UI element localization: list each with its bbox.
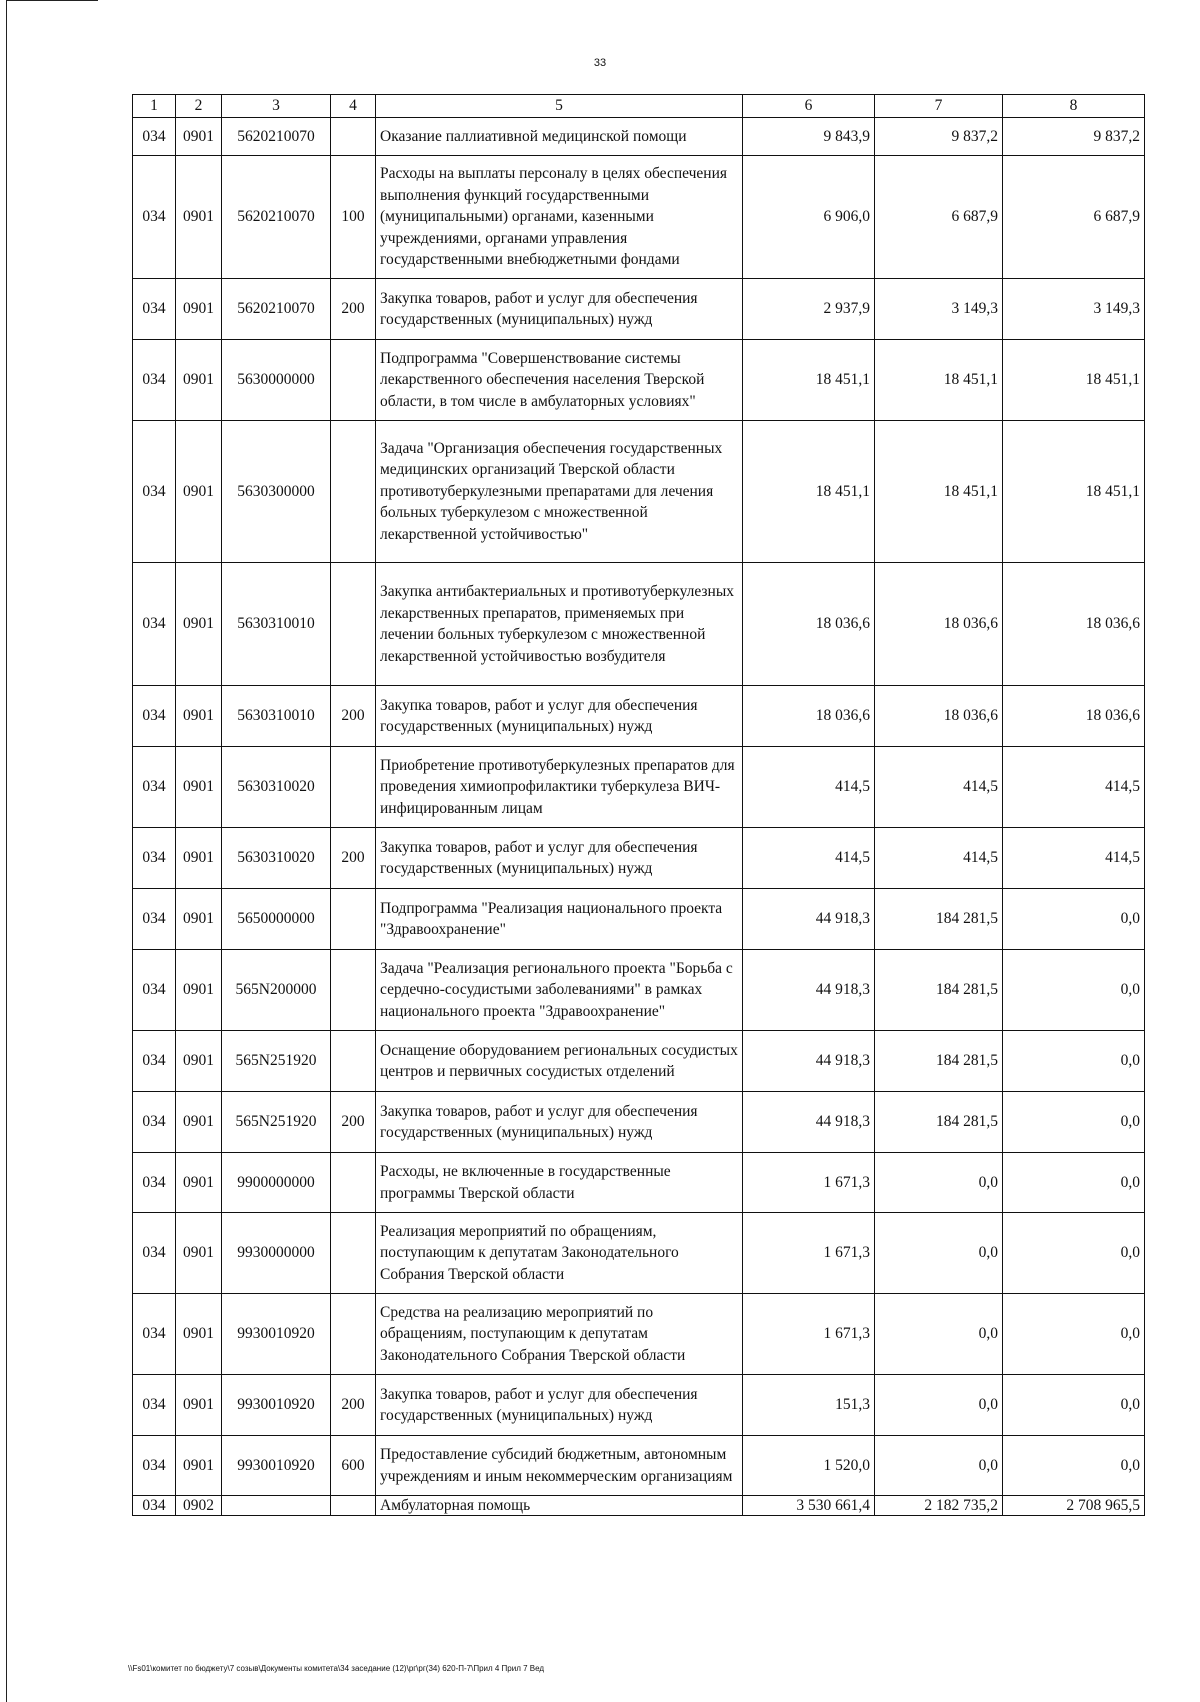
table-row (133, 889, 1145, 950)
table-cell-c7: 184 281,5 (875, 1031, 1003, 1092)
table-cell-c2: 0901 (176, 340, 222, 421)
table-cell-c2: 0902 (176, 1496, 222, 1516)
table-cell-c1: 034 (133, 1031, 176, 1092)
table-cell-c4 (331, 747, 376, 828)
table-cell-c1: 034 (133, 156, 176, 279)
table-cell-c5: Закупка товаров, работ и услуг для обеспечения государственных (муниципальных) нужд (376, 1092, 743, 1153)
table-row (133, 340, 1145, 421)
table-cell-c3: 9930010920 (222, 1436, 331, 1496)
column-header: 3 (222, 95, 331, 118)
table-cell-c6: 1 520,0 (743, 1436, 875, 1496)
table-cell-c3: 9930000000 (222, 1213, 331, 1294)
table-cell-c1: 034 (133, 563, 176, 686)
table-cell-c8: 0,0 (1003, 1436, 1145, 1496)
table-cell-c4 (331, 421, 376, 563)
table-cell-c2: 0901 (176, 1031, 222, 1092)
table-cell-c4: 200 (331, 1092, 376, 1153)
table-row (133, 1213, 1145, 1294)
table-cell-c7: 414,5 (875, 828, 1003, 889)
table-cell-c8: 414,5 (1003, 747, 1145, 828)
table-cell-c2: 0901 (176, 1436, 222, 1496)
column-header: 1 (133, 95, 176, 118)
table-row (133, 279, 1145, 340)
table-cell-c2: 0901 (176, 1092, 222, 1153)
budget-table (132, 94, 1145, 1516)
table-cell-c1: 034 (133, 889, 176, 950)
table-cell-c6: 3 530 661,4 (743, 1496, 875, 1516)
table-cell-c5: Закупка товаров, работ и услуг для обеспечения государственных (муниципальных) нужд (376, 828, 743, 889)
table-cell-c6: 18 036,6 (743, 686, 875, 747)
table-cell-c1: 034 (133, 421, 176, 563)
table-row (133, 950, 1145, 1031)
table-cell-c3 (222, 1496, 331, 1516)
table-cell-c7: 0,0 (875, 1294, 1003, 1375)
table-cell-c1: 034 (133, 1092, 176, 1153)
table-cell-c4 (331, 1496, 376, 1516)
table-cell-c8: 414,5 (1003, 828, 1145, 889)
table-cell-c5: Подпрограмма "Реализация национального проекта "Здравоохранение" (376, 889, 743, 950)
table-cell-c2: 0901 (176, 563, 222, 686)
table-cell-c3: 9930010920 (222, 1375, 331, 1436)
column-header: 4 (331, 95, 376, 118)
table-cell-c7: 184 281,5 (875, 889, 1003, 950)
table-cell-c6: 44 918,3 (743, 1092, 875, 1153)
table-row (133, 1375, 1145, 1436)
table-cell-c6: 414,5 (743, 747, 875, 828)
table-cell-c1: 034 (133, 279, 176, 340)
table-cell-c4 (331, 340, 376, 421)
table-row (133, 828, 1145, 889)
table-cell-c2: 0901 (176, 686, 222, 747)
table-cell-c5: Амбулаторная помощь (376, 1496, 743, 1516)
table-cell-c3: 565N200000 (222, 950, 331, 1031)
table-row (133, 563, 1145, 686)
table-cell-c4 (331, 950, 376, 1031)
table-cell-c2: 0901 (176, 950, 222, 1031)
table-cell-c5: Закупка товаров, работ и услуг для обеспечения государственных (муниципальных) нужд (376, 1375, 743, 1436)
table-cell-c6: 1 671,3 (743, 1294, 875, 1375)
table-cell-c1: 034 (133, 1496, 176, 1516)
table-cell-c8: 0,0 (1003, 1153, 1145, 1213)
table-cell-c4: 200 (331, 279, 376, 340)
table-cell-c7: 184 281,5 (875, 950, 1003, 1031)
table-cell-c2: 0901 (176, 828, 222, 889)
table-cell-c4: 100 (331, 156, 376, 279)
table-cell-c2: 0901 (176, 1375, 222, 1436)
table-cell-c6: 9 843,9 (743, 118, 875, 156)
table-cell-c2: 0901 (176, 747, 222, 828)
table-cell-c2: 0901 (176, 889, 222, 950)
table-cell-c6: 1 671,3 (743, 1153, 875, 1213)
table-cell-c6: 414,5 (743, 828, 875, 889)
table-cell-c4 (331, 1213, 376, 1294)
table-cell-c1: 034 (133, 1375, 176, 1436)
footer-file-path: \\Fs01\комитет по бюджету\7 созыв\Документы комитета\34 заседание (12)\рг\рг(34) 620-П-7\Прил 4 Прил 7 Вед (128, 1664, 545, 1673)
table-cell-c2: 0901 (176, 156, 222, 279)
table-cell-c4 (331, 889, 376, 950)
table-cell-c3: 9900000000 (222, 1153, 331, 1213)
table-body (133, 118, 1145, 1516)
table-cell-c1: 034 (133, 1153, 176, 1213)
table-cell-c5: Подпрограмма "Совершенствование системы лекарственного обеспечения населения Тверской области, в том числе в амбулаторных условиях" (376, 340, 743, 421)
table-cell-c3: 565N251920 (222, 1092, 331, 1153)
table-cell-c1: 034 (133, 340, 176, 421)
table-cell-c5: Предоставление субсидий бюджетным, автономным учреждениям и иным некоммерческим организациям (376, 1436, 743, 1496)
table-row (133, 1092, 1145, 1153)
table-row (133, 1294, 1145, 1375)
table-cell-c2: 0901 (176, 1294, 222, 1375)
table-cell-c2: 0901 (176, 118, 222, 156)
table-cell-c3: 5630310010 (222, 686, 331, 747)
table-cell-c1: 034 (133, 950, 176, 1031)
table-cell-c4: 600 (331, 1436, 376, 1496)
table-cell-c3: 5630300000 (222, 421, 331, 563)
column-header: 8 (1003, 95, 1145, 118)
table-cell-c7: 3 149,3 (875, 279, 1003, 340)
table-cell-c6: 1 671,3 (743, 1213, 875, 1294)
table-cell-c1: 034 (133, 118, 176, 156)
table-cell-c5: Расходы, не включенные в государственные программы Тверской области (376, 1153, 743, 1213)
table-row (133, 747, 1145, 828)
table-cell-c2: 0901 (176, 421, 222, 563)
table-row (133, 1496, 1145, 1516)
table-cell-c5: Закупка товаров, работ и услуг для обеспечения государственных (муниципальных) нужд (376, 686, 743, 747)
table-cell-c7: 0,0 (875, 1153, 1003, 1213)
table-cell-c8: 18 451,1 (1003, 421, 1145, 563)
table-row (133, 1031, 1145, 1092)
page-border-left (6, 0, 7, 1702)
table-cell-c5: Реализация мероприятий по обращениям, поступающим к депутатам Законодательного Собрания Тверской области (376, 1213, 743, 1294)
table-cell-c4: 200 (331, 686, 376, 747)
table-cell-c8: 0,0 (1003, 1031, 1145, 1092)
table-cell-c8: 18 036,6 (1003, 563, 1145, 686)
table-row (133, 421, 1145, 563)
table-cell-c7: 0,0 (875, 1436, 1003, 1496)
table-cell-c6: 18 036,6 (743, 563, 875, 686)
table-cell-c6: 18 451,1 (743, 340, 875, 421)
table-cell-c2: 0901 (176, 1153, 222, 1213)
table-cell-c5: Закупка антибактериальных и противотуберкулезных лекарственных препаратов, применяемых при лечении больных туберкулезом с множественной лекарственной устойчивостью возбудителя (376, 563, 743, 686)
table-cell-c3: 5620210070 (222, 118, 331, 156)
table-row (133, 156, 1145, 279)
table-cell-c5: Задача "Организация обеспечения государственных медицинских организаций Тверской области противотуберкулезными препаратами для лечения больных туберкулезом с множественной лекарственной устойчивостью" (376, 421, 743, 563)
table-cell-c1: 034 (133, 1436, 176, 1496)
table-row (133, 118, 1145, 156)
table-cell-c6: 6 906,0 (743, 156, 875, 279)
table-cell-c8: 0,0 (1003, 1375, 1145, 1436)
table-cell-c8: 3 149,3 (1003, 279, 1145, 340)
table-cell-c8: 0,0 (1003, 889, 1145, 950)
table-cell-c4 (331, 1153, 376, 1213)
table-cell-c8: 0,0 (1003, 950, 1145, 1031)
table-cell-c6: 44 918,3 (743, 1031, 875, 1092)
table-cell-c5: Оснащение оборудованием региональных сосудистых центров и первичных сосудистых отделений (376, 1031, 743, 1092)
table-cell-c2: 0901 (176, 1213, 222, 1294)
page-border-top (6, 0, 98, 1)
table-row (133, 686, 1145, 747)
table-cell-c3: 9930010920 (222, 1294, 331, 1375)
table-cell-c8: 9 837,2 (1003, 118, 1145, 156)
table-cell-c4 (331, 563, 376, 686)
table-cell-c8: 0,0 (1003, 1213, 1145, 1294)
table-cell-c3: 5630310020 (222, 747, 331, 828)
table-cell-c3: 565N251920 (222, 1031, 331, 1092)
table-cell-c6: 2 937,9 (743, 279, 875, 340)
table-cell-c7: 18 451,1 (875, 421, 1003, 563)
table-cell-c8: 0,0 (1003, 1092, 1145, 1153)
table-cell-c5: Средства на реализацию мероприятий по обращениям, поступающим к депутатам Законодательного Собрания Тверской области (376, 1294, 743, 1375)
table-cell-c7: 414,5 (875, 747, 1003, 828)
table-cell-c4 (331, 1294, 376, 1375)
table-cell-c7: 6 687,9 (875, 156, 1003, 279)
table-cell-c4: 200 (331, 1375, 376, 1436)
table-cell-c7: 2 182 735,2 (875, 1496, 1003, 1516)
table-cell-c6: 151,3 (743, 1375, 875, 1436)
table-cell-c7: 9 837,2 (875, 118, 1003, 156)
table-cell-c7: 184 281,5 (875, 1092, 1003, 1153)
table-cell-c7: 18 036,6 (875, 563, 1003, 686)
table-cell-c7: 18 036,6 (875, 686, 1003, 747)
table-cell-c5: Оказание паллиативной медицинской помощи (376, 118, 743, 156)
table-cell-c7: 0,0 (875, 1213, 1003, 1294)
column-number-row (133, 95, 1145, 118)
table-cell-c1: 034 (133, 828, 176, 889)
table-cell-c6: 18 451,1 (743, 421, 875, 563)
table-cell-c1: 034 (133, 1213, 176, 1294)
column-header: 7 (875, 95, 1003, 118)
table-cell-c5: Задача "Реализация регионального проекта "Борьба с сердечно-сосудистыми заболеваниями" в рамках национального проекта "Здравоохранение" (376, 950, 743, 1031)
column-header: 6 (743, 95, 875, 118)
table-cell-c3: 5620210070 (222, 156, 331, 279)
table-cell-c3: 5630000000 (222, 340, 331, 421)
table-cell-c3: 5620210070 (222, 279, 331, 340)
table-cell-c1: 034 (133, 1294, 176, 1375)
table-cell-c1: 034 (133, 747, 176, 828)
table-cell-c6: 44 918,3 (743, 950, 875, 1031)
table-cell-c3: 5650000000 (222, 889, 331, 950)
table-row (133, 1153, 1145, 1213)
table-cell-c6: 44 918,3 (743, 889, 875, 950)
table-cell-c7: 0,0 (875, 1375, 1003, 1436)
column-header: 5 (376, 95, 743, 118)
table-cell-c5: Закупка товаров, работ и услуг для обеспечения государственных (муниципальных) нужд (376, 279, 743, 340)
table-cell-c5: Расходы на выплаты персоналу в целях обеспечения выполнения функций государственными (муниципальными) органами, казенными учреждениями, органами управления государственными внебюджетными фондами (376, 156, 743, 279)
column-header: 2 (176, 95, 222, 118)
table-row (133, 1436, 1145, 1496)
table-cell-c4 (331, 1031, 376, 1092)
table-cell-c8: 2 708 965,5 (1003, 1496, 1145, 1516)
table-cell-c4: 200 (331, 828, 376, 889)
table-cell-c5: Приобретение противотуберкулезных препаратов для проведения химиопрофилактики туберкулеза ВИЧ-инфицированным лицам (376, 747, 743, 828)
page-number: 33 (593, 57, 607, 69)
table-cell-c4 (331, 118, 376, 156)
table-cell-c8: 18 451,1 (1003, 340, 1145, 421)
table-cell-c8: 18 036,6 (1003, 686, 1145, 747)
table-cell-c7: 18 451,1 (875, 340, 1003, 421)
table-cell-c3: 5630310020 (222, 828, 331, 889)
table-cell-c2: 0901 (176, 279, 222, 340)
table-cell-c8: 0,0 (1003, 1294, 1145, 1375)
table-cell-c1: 034 (133, 686, 176, 747)
table-cell-c8: 6 687,9 (1003, 156, 1145, 279)
table-cell-c3: 5630310010 (222, 563, 331, 686)
